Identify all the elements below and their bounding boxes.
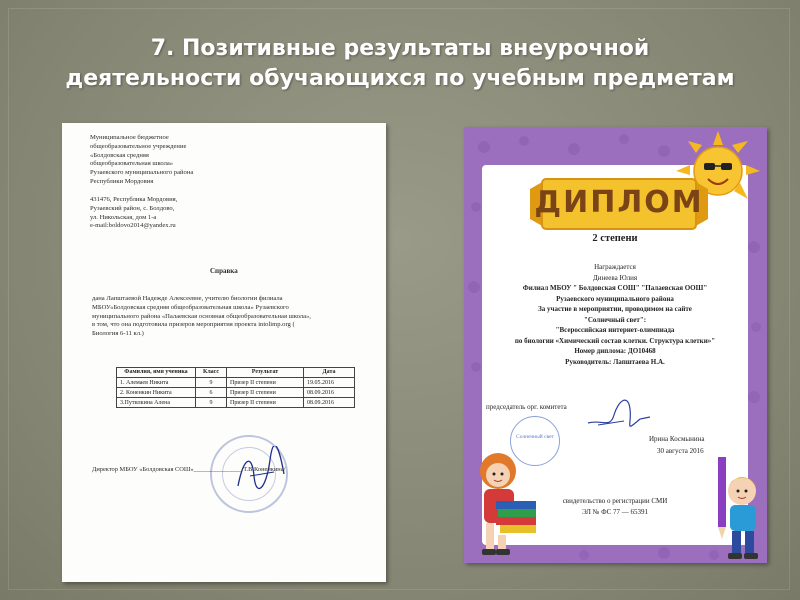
- sign-date: 30 августа 2016: [657, 447, 704, 455]
- table-cell: Призер II степени: [227, 388, 304, 398]
- table-cell: 2. Коненкин Никита: [117, 388, 196, 398]
- letter-header: [90, 134, 193, 187]
- diploma-body: [482, 262, 748, 367]
- table-cell: 9: [196, 398, 227, 408]
- table-row: [117, 378, 355, 388]
- header-line: общеобразовательное учреждение: [90, 142, 187, 150]
- table-cell: 6: [196, 388, 227, 398]
- table-row: [117, 388, 355, 398]
- diploma-line: "Всероссийская интернет-олимпиада: [555, 326, 675, 334]
- chair-signature-scribble: [584, 389, 654, 435]
- table-cell: 08.09.2016: [304, 388, 355, 398]
- diploma-degree: 2 степени: [592, 233, 638, 244]
- title-line-2: деятельности обучающихся по учебным предметам: [65, 66, 735, 91]
- committee-chair-label: председатель орг. комитета: [486, 403, 567, 411]
- diploma-line: За участие в мероприятии, проводимом на сайте: [538, 305, 692, 313]
- diploma-line: Награждается: [594, 263, 636, 271]
- column-header: Фамилия, имя ученика: [117, 368, 196, 378]
- column-header: Результат: [227, 368, 304, 378]
- body-line: Биология 6-11 кл.): [92, 330, 144, 338]
- diploma-line: Филиал МБОУ " Болдовская СОШ" "Палаевская ООШ": [522, 284, 708, 292]
- media-registration: свидетельство о регистрации СМИ: [562, 497, 668, 505]
- results-table: [116, 367, 355, 408]
- diploma-line: Номер диплома: ДО10468: [574, 347, 656, 355]
- address-line: ул. Никольская, дом 1-а: [90, 213, 157, 221]
- body-line: в том, что она подготовила призеров мероприятия проекта intolimp.org (: [92, 321, 295, 329]
- diploma: [464, 127, 767, 563]
- header-line: Муниципальное бюджетное: [90, 134, 169, 141]
- table-cell: 08.09.2016: [304, 398, 355, 408]
- table-row: [117, 398, 355, 408]
- address-line: 431476, Республика Мордовия,: [90, 196, 178, 203]
- letter-title: Справка: [210, 267, 238, 275]
- letter-body: [92, 295, 311, 339]
- header-line: общеобразовательная школа»: [90, 160, 174, 168]
- header-line: «Болдовская средняя: [90, 151, 149, 159]
- boy-with-pencil-illustration: [712, 457, 766, 561]
- table-cell: Призер II степени: [227, 378, 304, 388]
- column-header: Дата: [304, 368, 355, 378]
- table-header-row: [117, 368, 355, 378]
- seal-text: Солнечный свет: [516, 434, 554, 440]
- table-cell: 19.05.2016: [304, 378, 355, 388]
- body-line: дана Лапштаевой Надежде Алексеевне, учителю биологии филиала: [92, 295, 283, 302]
- director-signature-line: Директор МБОУ «Болдовская СОШ»_______________/Т.В.Коненкина/: [92, 466, 286, 473]
- diploma-line: "Солнечный свет":: [583, 315, 647, 324]
- signer-name: Ирина Космынина: [649, 435, 705, 443]
- table-cell: 9: [196, 378, 227, 388]
- title-line-1: 7. Позитивные результаты внеурочной: [150, 36, 650, 61]
- diploma-line: Рузаевского муниципального района: [556, 294, 674, 303]
- table-cell: 1. Алемаев Никита: [117, 378, 196, 388]
- media-registration-number: ЭЛ № ФС 77 — 65391: [581, 508, 649, 516]
- slide-title: [20, 34, 780, 94]
- certificate-letter: [62, 123, 386, 582]
- address-line: Рузаевский район, с. Болдово,: [90, 204, 175, 212]
- column-header: Класс: [196, 368, 227, 378]
- diploma-line: по биологии «Химический состав клетки. Структура клетки»": [514, 336, 716, 345]
- table-cell: Призер II степени: [227, 398, 304, 408]
- table-cell: 3.Путилкина Алена: [117, 398, 196, 408]
- header-line: Республики Мордовия: [90, 177, 154, 185]
- diploma-line: Динеева Юлия: [592, 273, 638, 282]
- girl-with-books-illustration: [466, 445, 546, 559]
- header-line: Рузаевского муниципального района: [90, 169, 194, 177]
- letter-address: [90, 196, 177, 231]
- address-line: e-mail:boldovo2014@yandex.ru: [90, 222, 176, 230]
- diploma-heading: ДИПЛОМ: [534, 185, 704, 220]
- diploma-line: Руководитель: Лапштаева Н.А.: [565, 357, 665, 366]
- body-line: МБОУ«Болдовская средняя общеобразовательная школа» Рузаевского: [92, 303, 289, 311]
- body-line: муниципального района «Палаевская основная общеобразовательная школа»,: [92, 312, 311, 320]
